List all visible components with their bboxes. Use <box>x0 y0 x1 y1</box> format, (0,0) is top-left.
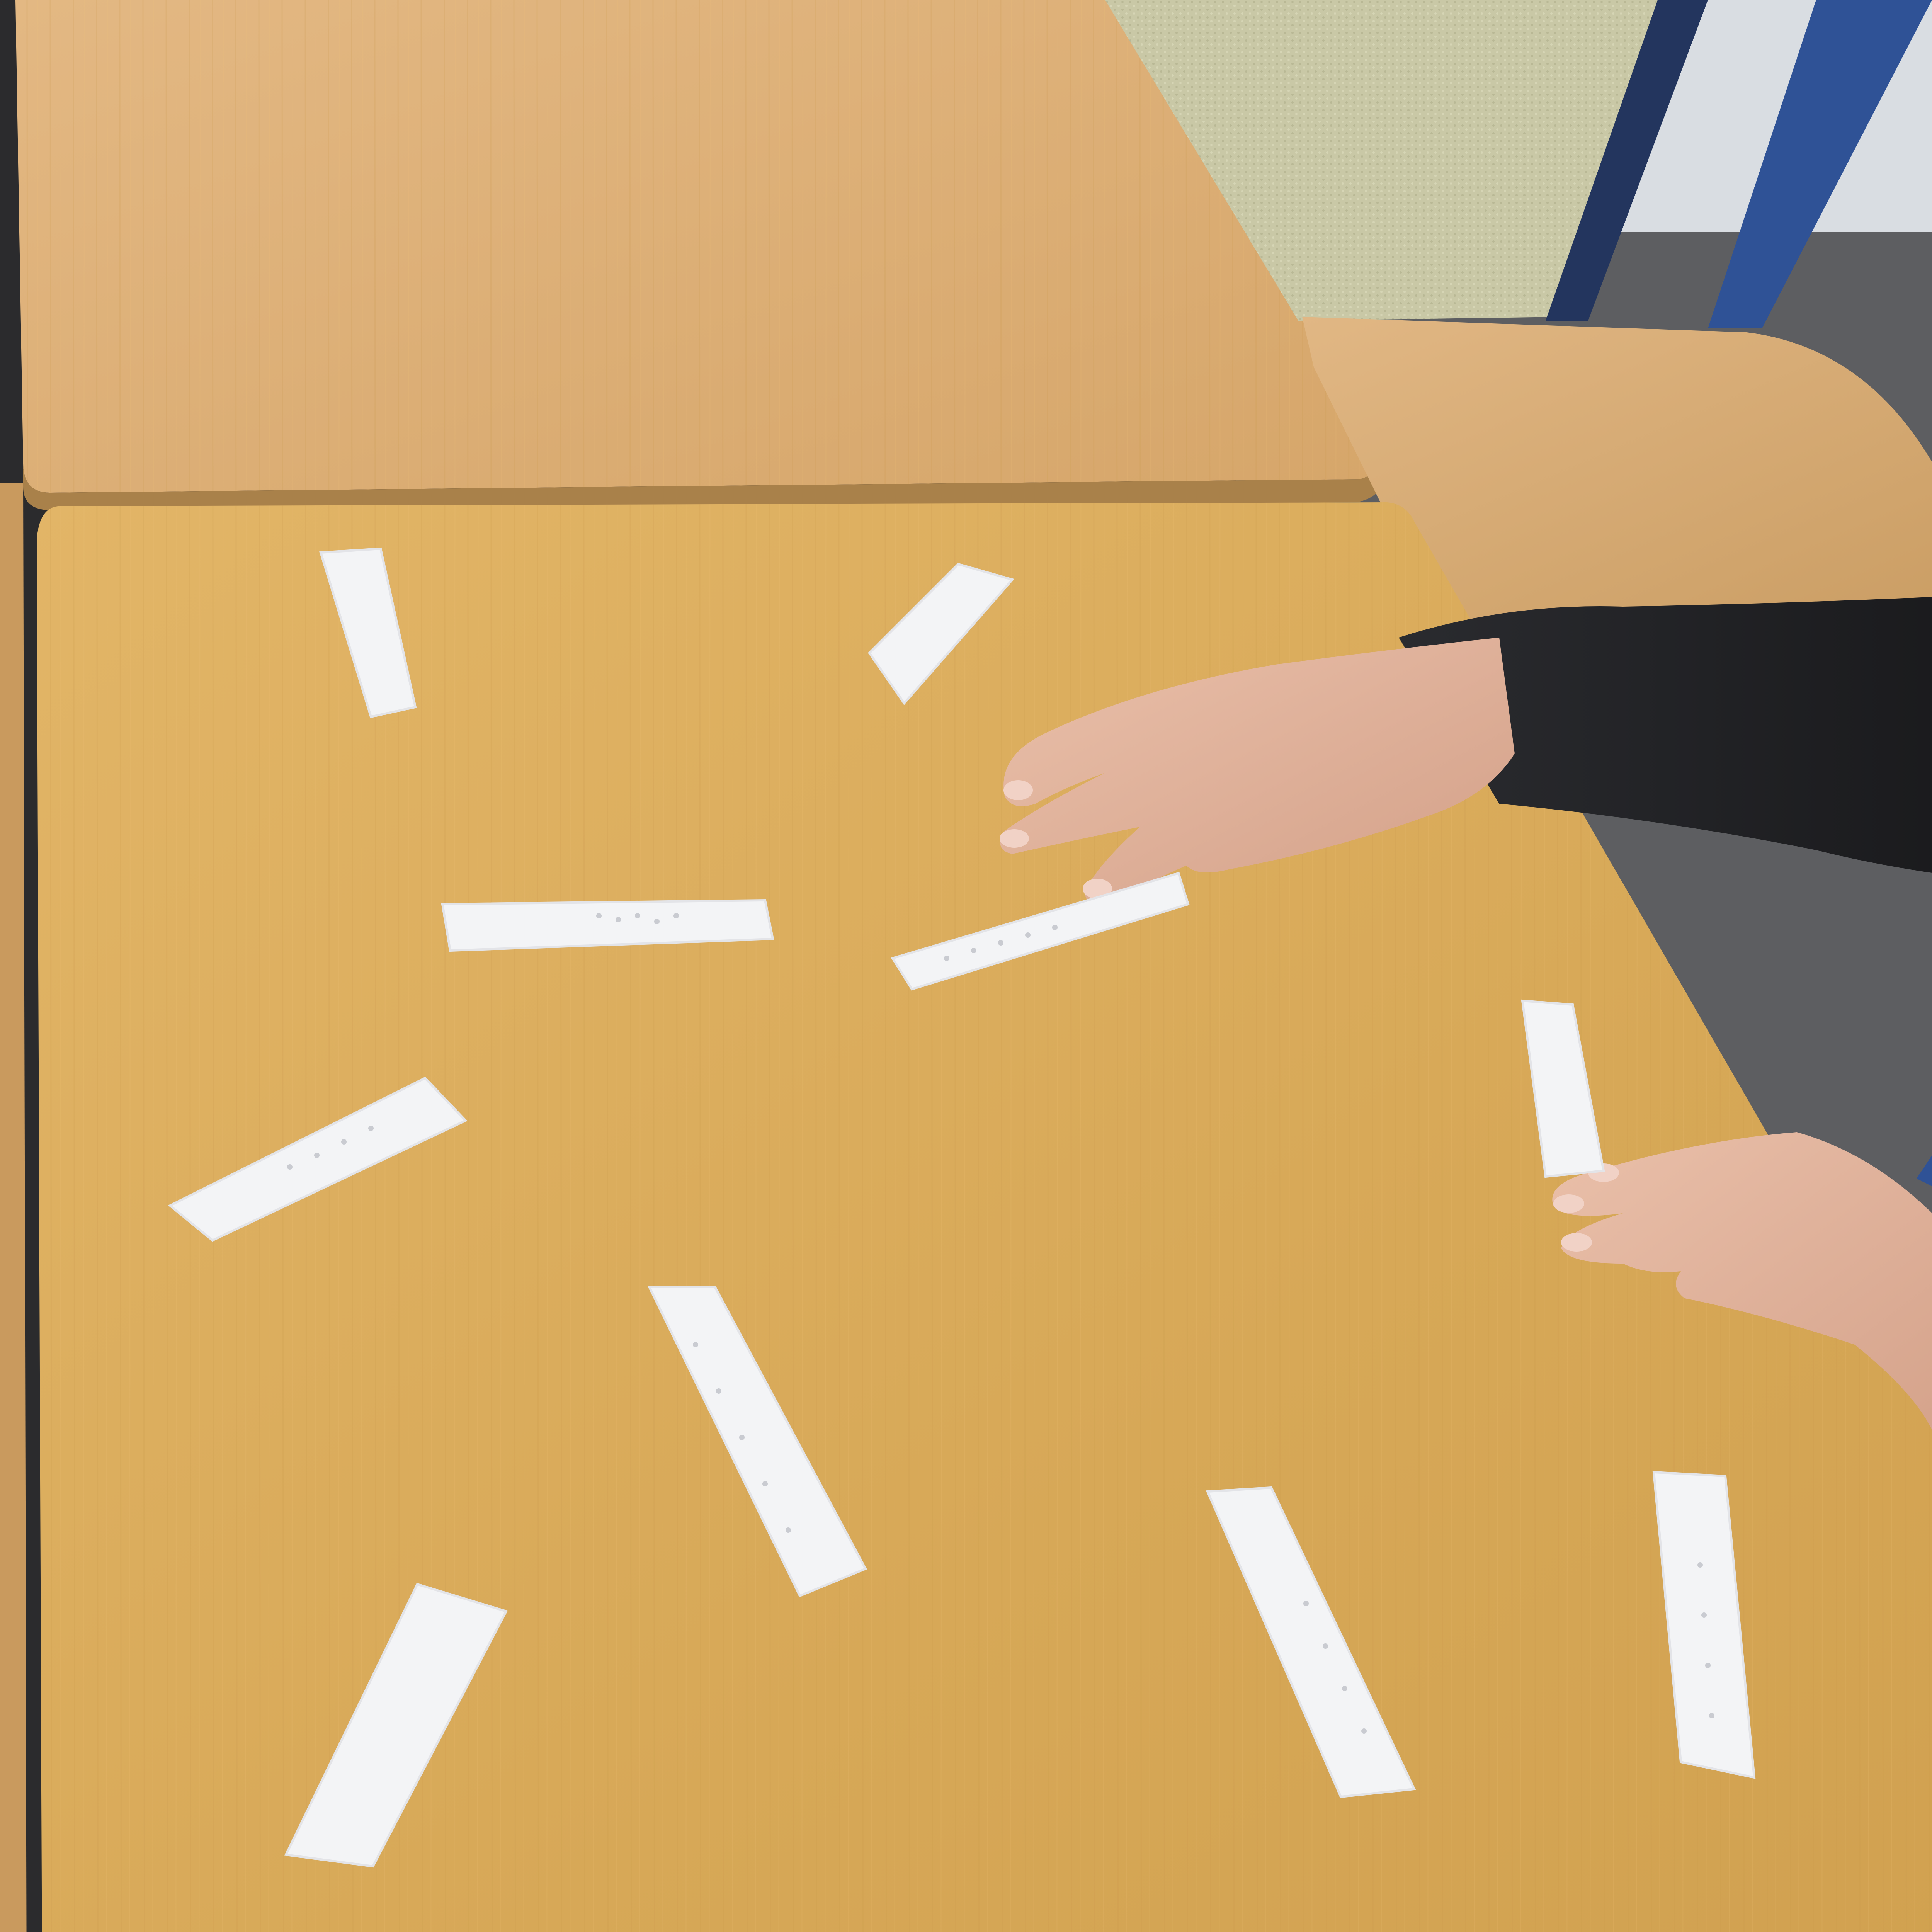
fingernail <box>1003 780 1033 800</box>
fingernail <box>1000 829 1029 848</box>
fingernail <box>1561 1233 1592 1252</box>
fingernail <box>1553 1194 1584 1213</box>
